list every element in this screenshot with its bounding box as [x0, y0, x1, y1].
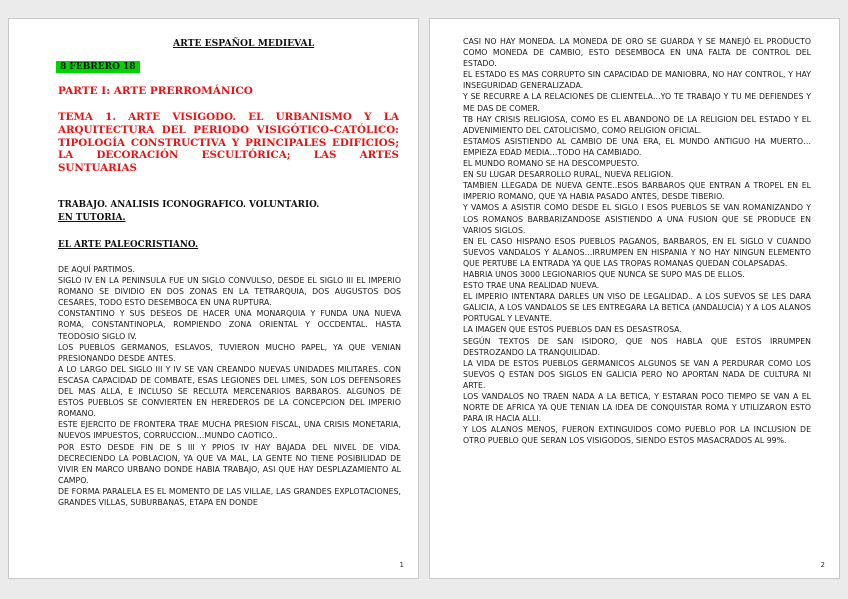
paragraph: Y VAMOS A ASISTIR COMO DESDE EL SIGLO I ESOS PUEBLOS SE VAN ROMANIZANDO Y LOS ROMANOS BARBARIZANDOSE ASISTIENDO A UNA FUSION QUE SE PRODUCE EN VARIOS SIGLOS. — [463, 203, 811, 235]
paragraph: TAMBIEN LLEGADA DE NUEVA GENTE..ESOS BARBAROS QUE ENTRAN A TROPEL EN EL IMPERIO ROMANO, QUE YA HABIA PASADO ANTES, DESDE TIBERIO. — [463, 181, 811, 202]
paragraph: LOS VANDALOS NO TRAEN NADA A LA BETICA, Y ESTARAN POCO TIEMPO SE VAN A EL NORTE DE AFRICA YA QUE TENIAN LA IDEA DE CONQUISTAR ROMA Y UTILIZARON ESTO PARA IR HACIA ALLI. — [463, 392, 811, 424]
page-number: 2 — [820, 561, 825, 569]
paragraph: SEGÚN TEXTOS DE SAN ISIDORO, QUE NOS HABLA QUE ESTOS IRRUMPEN DESTROZANDO LA TRANQUILIDAD. — [463, 336, 811, 357]
part-title: PARTE I: ARTE PRERROMÁNICO — [58, 85, 253, 97]
paragraph: LA VIDA DE ESTOS PUEBLOS GERMANICOS ALGUNOS SE VAN A PERDURAR COMO LOS SUEVOS Q ESTAN DOS SIGLOS EN GALICIA PERO NO APORTAN NADA DE CULTURA NI ARTE. — [463, 358, 811, 390]
document-title: ARTE ESPAÑOL MEDIEVAL — [173, 38, 315, 49]
paragraph: EL ESTADO ES MAS CORRUPTO SIN CAPACIDAD DE MANIOBRA, NO HAY CONTROL, Y HAY INSEGURIDAD GENERALIZADA. — [463, 70, 811, 91]
page-1-body — [58, 264, 401, 508]
tema-title: TEMA 1. ARTE VISIGODO. EL URBANISMO Y LA ARQUITECTURA DEL PERIODO VISIGÓTICO-CATÓLICO: TIPOLOGÍA CONSTRUCTIVA Y PRINCIPALES EDIFICIOS; LA DECORACIÓN ESCULTÓRICA; LAS ARTES SUNTUARIAS — [58, 111, 399, 175]
paragraph: EN SU LUGAR DESARROLLO RURAL, NUEVA RELIGION. — [463, 170, 674, 180]
section-heading: EL ARTE PALEOCRISTIANO. — [58, 240, 199, 250]
paragraph: EL MUNDO ROMANO SE HA DESCOMPUESTO. — [463, 159, 640, 169]
paragraph: SIGLO IV EN LA PENINSULA FUE UN SIGLO CONVULSO, DESDE EL SIGLO III EL IMPERIO ROMANO SE DIVIDIO EN DOS ZONAS EN LA TETRARQUIA, DOS AUGUSTOS DOS CESARES, TODO ESTO DESEMBOCA EN UNA RUPTURA. — [58, 276, 401, 308]
work-line-2: EN TUTORIA. — [58, 213, 126, 223]
document-page-2 — [429, 18, 840, 579]
paragraph: CONSTANTINO Y SUS DESEOS DE HACER UNA MONARQUIA Y FUNDA UNA NUEVA ROMA, CONSTANTINOPLA, ROMPIENDO ZONA ORIENTAL Y OCCDENTAL. HASTA TEODOSIO SIGLO IV. — [58, 309, 401, 341]
document-page-1 — [8, 18, 419, 579]
page-2-body — [463, 36, 811, 446]
paragraph: DE AQUÍ PARTIMOS. — [58, 265, 135, 274]
paragraph: ESTE EJERCITO DE FRONTERA TRAE MUCHA PRESION FISCAL, UNA CRISIS MONETARIA, NUEVOS IMPUESTOS, CORRUCCION…MUNDO CAOTICO.. — [58, 420, 401, 441]
paragraph: TB HAY CRISIS RELIGIOSA, COMO ES EL ABANDONO DE LA RELIGION DEL ESTADO Y EL ADVENIMIENTO DEL CATOLICISMO, COMO RELIGION OFICIAL. — [463, 114, 811, 135]
paragraph: EL IMPERIO INTENTARA DARLES UN VISO DE LEGALIDAD.. A LOS SUEVOS SE LES DARA GALICIA, A LOS VANDALOS SE LES ENTREGARA LA BETICA (ANDALUCIA) Y A LOS ALANOS PORTUGAL Y LEVANTE. — [463, 292, 811, 324]
paragraph: DE FORMA PARALELA ES EL MOMENTO DE LAS VILLAE, LAS GRANDES EXPLOTACIONES, GRANDES VILLAS, SUBURBANAS, ETAPA EN DONDE — [58, 486, 401, 507]
paragraph: POR ESTO DESDE FIN DE S III Y PPIOS IV HAY BAJADA DEL NIVEL DE VIDA. DECRECIENDO LA POBLACION, YA QUE VA MAL, LA GENTE NO TIENE POSIBILIDAD DE VIVIR EN MARCO URBANO DONDE HABIA TRABAJO, ASI QUE HAY DESPLAZAMIENTO AL CAMPO. — [58, 442, 401, 485]
paragraph: A LO LARGO DEL SIGLO III Y IV SE VAN CREANDO NUEVAS UNIDADES MILITARES. CON ESCASA CAPACIDAD DE COMBATE, ESAS LEGIONES DEL LIMES, SON LOS DEFENSORES DEL MAS ALLA, E INCLUSO SE RECLUTA MERCENARIOS BARBAROS. ALGUNOS DE ESTOS PUEBLOS SE CONVIERTEN EN HEREDEROS DE LA CONCEPCION DEL IMPERIO ROMANO. — [58, 364, 401, 419]
paragraph: Y LOS ALANOS MENOS, FUERON EXTINGUIDOS COMO PUEBLO POR LA INCLUSION DE OTRO PUEBLO QUE SERAN LOS VISIGODOS, SIENDO ESTOS MASACRADOS AL 99%. — [463, 425, 811, 446]
paragraph: LA IMAGEN QUE ESTOS PUEBLOS DAN ES DESASTROSA. — [463, 325, 682, 335]
paragraph: ESTAMOS ASISTIENDO AL CAMBIO DE UNA ERA, EL MUNDO ANTIGUO HA MUERTO…EMPIEZA EDAD MEDIA…TODO HA CAMBIADO. — [463, 136, 811, 157]
date-highlight: 8 FEBRERO 18 — [56, 61, 140, 73]
paragraph: EN EL CASO HISPANO ESOS PUEBLOS PAGANOS, BARBAROS, EN EL SIGLO V CUANDO SUEVOS VANDALOS Y ALANOS…IRRUMPEN EN HISPANIA Y NO HAY NINGUN ELEMENTO QUE PERTUBE LA ENTRADA YA QUE LAS TROPAS ROMANAS QUEDAN COLAPSADAS. — [463, 236, 811, 268]
paragraph: Y SE RECURRE A LA RELACIONES DE CLIENTELA…YO TE TRABAJO Y TU ME DEFIENDES Y ME DAS DE COMER. — [463, 92, 811, 113]
paragraph: CASI NO HAY MONEDA. LA MONEDA DE ORO SE GUARDA Y SE MANEJÓ EL PRODUCTO COMO MONEDA DE CAMBIO, ESTO DESEMBOCA EN UNA FALTA DE CONTROL DEL ESTADO. — [463, 37, 811, 69]
paragraph: LOS PUEBLOS GERMANOS, ESLAVOS, TUVIERON MUCHO PAPEL, YA QUE VENIAN PRESIONANDO DESDE ANTES. — [58, 342, 401, 363]
paragraph: ESTO TRAE UNA REALIDAD NUEVA. — [463, 281, 600, 291]
paragraph: HABRIA UNOS 3000 LEGIONARIOS QUE NUNCA SE SUPO MAS DE ELLOS. — [463, 269, 745, 279]
work-line-1: TRABAJO. ANALISIS ICONOGRAFICO. VOLUNTARIO. — [58, 200, 320, 210]
page-number: 1 — [399, 561, 404, 569]
